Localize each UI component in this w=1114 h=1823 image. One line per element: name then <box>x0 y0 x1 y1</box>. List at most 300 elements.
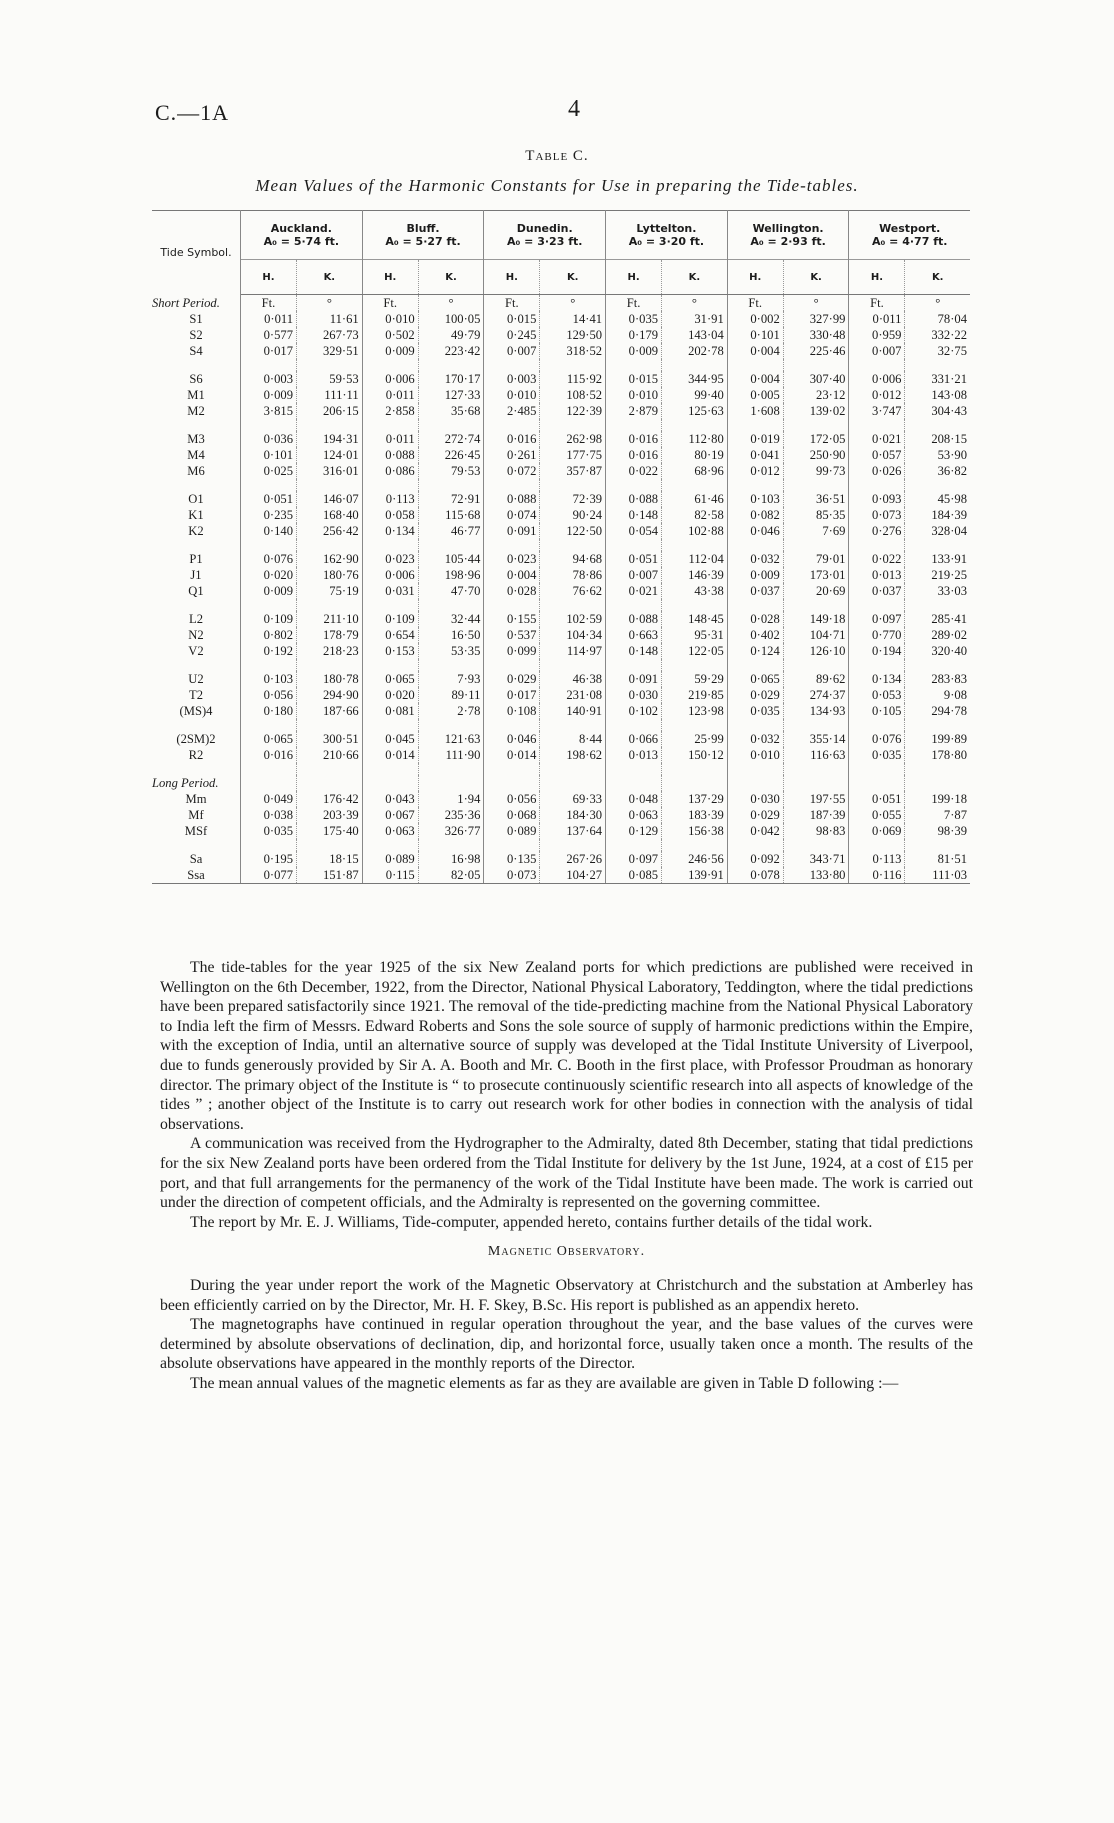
h-value: 0·005 <box>727 387 783 403</box>
h-value: 0·011 <box>362 431 418 447</box>
h-value: 0·073 <box>484 867 540 884</box>
h-value: 0·245 <box>484 327 540 343</box>
tide-symbol: Mm <box>152 791 241 807</box>
h-value: 0·077 <box>241 867 297 884</box>
table-row <box>152 671 970 687</box>
tide-symbol: N2 <box>152 627 241 643</box>
tide-symbol: K2 <box>152 523 241 539</box>
tide-symbol: M6 <box>152 463 241 479</box>
h-value: 0·011 <box>849 311 905 327</box>
k-value: 139·91 <box>662 867 728 884</box>
document-code: C.—1A <box>155 100 230 125</box>
h-value: 0·063 <box>362 823 418 839</box>
k-value: 300·51 <box>297 731 363 747</box>
row-spacer <box>152 839 970 851</box>
k-value: 123·98 <box>662 703 728 719</box>
h-value: 0·009 <box>241 583 297 599</box>
k-value: 72·39 <box>540 491 606 507</box>
table-row <box>152 823 970 839</box>
k-value: 149·18 <box>783 611 849 627</box>
k-value: 318·52 <box>540 343 606 359</box>
h-value: 0·066 <box>606 731 662 747</box>
h-value: 0·046 <box>727 523 783 539</box>
paragraph-table-d: The mean annual values of the magnetic elements as far as they are available are given in Table D following :— <box>190 1374 899 1392</box>
empty-cell <box>905 775 970 791</box>
h-value: 0·056 <box>484 791 540 807</box>
k-value: 199·89 <box>931 732 967 746</box>
h-value: 0·012 <box>849 387 905 403</box>
unit-feet: Ft. <box>362 295 418 312</box>
h-value: 0·017 <box>484 687 540 703</box>
h-value: 0·049 <box>241 791 297 807</box>
h-value: 0·180 <box>241 703 297 719</box>
k-value: 112·04 <box>662 551 728 567</box>
h-value: 0·108 <box>484 703 540 719</box>
k-value: 326·77 <box>418 823 484 839</box>
h-value: 0·016 <box>606 447 662 463</box>
k-value: 184·30 <box>540 807 606 823</box>
table-row <box>152 791 970 807</box>
k-value: 143·04 <box>662 327 728 343</box>
empty-cell <box>727 775 783 791</box>
table-body <box>152 295 970 884</box>
k-column-header: K. <box>418 260 484 295</box>
h-column-header: H. <box>727 260 783 295</box>
h-value: 0·037 <box>727 583 783 599</box>
k-value: 285·41 <box>931 612 967 626</box>
h-value: 0·109 <box>362 611 418 627</box>
k-value: 223·42 <box>418 343 484 359</box>
k-value: 250·90 <box>783 447 849 463</box>
table-row <box>152 507 970 523</box>
k-value: 82·58 <box>662 507 728 523</box>
table-row <box>152 611 970 627</box>
h-value: 0·002 <box>727 311 783 327</box>
k-value: 36·82 <box>937 464 967 478</box>
k-value: 124·01 <box>297 447 363 463</box>
k-value: 183·39 <box>662 807 728 823</box>
h-value: 0·022 <box>849 551 905 567</box>
k-value: 187·39 <box>783 807 849 823</box>
k-value: 272·74 <box>418 431 484 447</box>
k-column-header: K. <box>662 260 728 295</box>
k-value: 355·14 <box>783 731 849 747</box>
h-value: 0·051 <box>606 551 662 567</box>
empty-cell <box>849 775 905 791</box>
k-value: 18·15 <box>297 851 363 867</box>
h-value: 0·577 <box>241 327 297 343</box>
empty-cell <box>540 775 606 791</box>
k-value: 150·12 <box>662 747 728 763</box>
table-row <box>152 343 970 359</box>
h-value: 0·115 <box>362 867 418 884</box>
tide-symbol: J1 <box>152 567 241 583</box>
k-value: 198·62 <box>540 747 606 763</box>
h-column-header: H. <box>484 260 540 295</box>
k-value: 122·05 <box>662 643 728 659</box>
k-value: 151·87 <box>297 867 363 884</box>
h-value: 0·081 <box>362 703 418 719</box>
k-value: 76·62 <box>540 583 606 599</box>
h-value: 0·004 <box>484 567 540 583</box>
h-value: 0·654 <box>362 627 418 643</box>
h-value: 0·065 <box>727 671 783 687</box>
h-value: 0·065 <box>362 671 418 687</box>
table-title: Table C. <box>525 148 589 164</box>
unit-feet: Ft. <box>849 295 905 312</box>
h-value: 0·276 <box>849 523 905 539</box>
h-value: 0·003 <box>241 371 297 387</box>
h-value: 0·032 <box>727 731 783 747</box>
h-value: 0·015 <box>606 371 662 387</box>
h-value: 0·135 <box>484 851 540 867</box>
k-value: 95·31 <box>662 627 728 643</box>
k-value: 225·46 <box>783 343 849 359</box>
k-value: 231·08 <box>540 687 606 703</box>
h-value: 0·261 <box>484 447 540 463</box>
k-value: 173·01 <box>783 567 849 583</box>
k-value: 111·11 <box>297 387 363 403</box>
k-value: 331·21 <box>931 372 967 386</box>
k-value: 122·50 <box>540 523 606 539</box>
h-value: 0·014 <box>484 747 540 763</box>
k-value: 289·02 <box>931 628 967 642</box>
k-value: 148·45 <box>662 611 728 627</box>
h-value: 0·029 <box>484 671 540 687</box>
h-value: 0·009 <box>241 387 297 403</box>
h-value: 0·022 <box>606 463 662 479</box>
h-value: 0·140 <box>241 523 297 539</box>
port-header-dunedin: Dunedin. A₀ = 3·23 ft. <box>484 211 606 260</box>
h-value: 0·026 <box>849 463 905 479</box>
port-header-lyttelton: Lyttelton. A₀ = 3·20 ft. <box>606 211 728 260</box>
table-row <box>152 311 970 327</box>
k-value: 146·39 <box>662 567 728 583</box>
k-value: 180·78 <box>297 671 363 687</box>
h-value: 0·091 <box>484 523 540 539</box>
k-value: 211·10 <box>297 611 363 627</box>
k-value: 100·05 <box>418 311 484 327</box>
h-value: 0·036 <box>241 431 297 447</box>
h-value: 0·109 <box>241 611 297 627</box>
k-value: 203·39 <box>297 807 363 823</box>
h-value: 0·037 <box>849 583 905 599</box>
h-value: 0·007 <box>606 567 662 583</box>
k-value: 85·35 <box>783 507 849 523</box>
k-value: 9·08 <box>943 688 967 702</box>
k-value: 199·18 <box>931 792 967 806</box>
table-row <box>152 447 970 463</box>
h-value: 0·016 <box>484 431 540 447</box>
k-value: 59·29 <box>662 671 728 687</box>
k-value: 79·01 <box>783 551 849 567</box>
k-value: 36·51 <box>783 491 849 507</box>
h-value: 0·025 <box>241 463 297 479</box>
k-value: 202·78 <box>662 343 728 359</box>
h-value: 0·035 <box>849 747 905 763</box>
h-value: 0·502 <box>362 327 418 343</box>
h-value: 0·067 <box>362 807 418 823</box>
k-value: 7·87 <box>943 808 967 822</box>
k-value: 53·35 <box>418 643 484 659</box>
row-spacer <box>152 539 970 551</box>
row-spacer <box>152 599 970 611</box>
h-value: 0·069 <box>849 823 905 839</box>
table-row <box>152 387 970 403</box>
h-value: 0·097 <box>606 851 662 867</box>
h-value: 2·879 <box>606 403 662 419</box>
k-value: 111·90 <box>418 747 484 763</box>
k-value: 104·71 <box>783 627 849 643</box>
tide-symbol: Ssa <box>152 867 241 884</box>
table-row <box>152 703 970 719</box>
k-value: 43·38 <box>662 583 728 599</box>
port-header-westport: Westport. A₀ = 4·77 ft. <box>849 211 970 260</box>
tide-symbol: Sa <box>152 851 241 867</box>
k-value: 198·96 <box>418 567 484 583</box>
h-value: 0·013 <box>849 567 905 583</box>
k-value: 129·50 <box>540 327 606 343</box>
k-value: 45·98 <box>937 492 967 506</box>
h-value: 0·007 <box>849 343 905 359</box>
h-value: 0·068 <box>484 807 540 823</box>
k-value: 267·73 <box>297 327 363 343</box>
k-value: 304·43 <box>931 404 967 418</box>
k-value: 274·37 <box>783 687 849 703</box>
k-value: 111·03 <box>905 867 970 884</box>
unit-degrees: ° <box>540 295 606 312</box>
h-value: 0·148 <box>606 643 662 659</box>
empty-cell <box>783 775 849 791</box>
table-row <box>152 431 970 447</box>
h-value: 0·091 <box>606 671 662 687</box>
k-value: 125·63 <box>662 403 728 419</box>
tide-symbol: M2 <box>152 403 241 419</box>
k-value: 78·86 <box>540 567 606 583</box>
tide-symbol: S6 <box>152 371 241 387</box>
h-value: 0·035 <box>241 823 297 839</box>
tide-symbol: Mf <box>152 807 241 823</box>
unit-degrees: ° <box>297 295 363 312</box>
k-value: 197·55 <box>783 791 849 807</box>
k-value: 82·05 <box>418 867 484 884</box>
h-value: 0·073 <box>849 507 905 523</box>
k-value: 16·50 <box>418 627 484 643</box>
paragraph-tide-tables: The tide-tables for the year 1925 of the six New Zealand ports for which predictions are published were received in Wellington on the 6th December, 1922, from the Director, National Physical Laboratory, Teddington, where the tidal predictions have been prepared satisfactorily since 1921. The removal of the tide-predicting machine from the National Physical Laboratory to India left the firm of Messrs. Edward Roberts and Sons the sole source of supply of harmonic predictions within the Empire, with the exception of India, until an alternative source of supply was developed at the Tidal Institute University of Liverpool, due to funds generously provided by Sir A. A. Booth and Mr. C. Booth in the first place, with Professor Proudman as honorary director. The primary object of the Institute is “ to prosecute continuously scientific research into all aspects of knowledge of the tides ” ; another object of the Institute is to carry out research work for other bodies in connection with the analysis of tidal observations. <box>160 959 973 1133</box>
table-row <box>152 867 970 884</box>
h-value: 1·608 <box>727 403 783 419</box>
tide-symbol: MSf <box>152 823 241 839</box>
k-value: 328·04 <box>931 524 967 538</box>
k-value: 137·29 <box>662 791 728 807</box>
row-spacer <box>152 419 970 431</box>
port-header-auckland: Auckland. A₀ = 5·74 ft. <box>241 211 363 260</box>
h-value: 0·053 <box>849 687 905 703</box>
h-value: 0·030 <box>606 687 662 703</box>
k-value: 210·66 <box>297 747 363 763</box>
h-value: 0·959 <box>849 327 905 343</box>
h-value: 0·113 <box>849 851 905 867</box>
tide-symbol: S4 <box>152 343 241 359</box>
row-spacer <box>152 359 970 371</box>
k-value: 81·51 <box>937 852 967 866</box>
h-value: 0·194 <box>849 643 905 659</box>
h-value: 0·019 <box>727 431 783 447</box>
tide-symbol: (2SM)2 <box>152 731 241 747</box>
h-column-header: H. <box>606 260 662 295</box>
k-value: 137·64 <box>540 823 606 839</box>
h-value: 0·056 <box>241 687 297 703</box>
k-value: 112·80 <box>662 431 728 447</box>
h-value: 0·016 <box>241 747 297 763</box>
k-value: 89·11 <box>418 687 484 703</box>
k-value: 208·15 <box>931 432 967 446</box>
table-row <box>152 687 970 703</box>
h-value: 0·770 <box>849 627 905 643</box>
h-value: 0·043 <box>362 791 418 807</box>
k-value: 294·78 <box>931 704 967 718</box>
port-header-bluff: Bluff. A₀ = 5·27 ft. <box>362 211 484 260</box>
table-row <box>152 567 970 583</box>
h-value: 0·009 <box>606 343 662 359</box>
h-value: 0·235 <box>241 507 297 523</box>
h-value: 0·088 <box>484 491 540 507</box>
h-value: 0·010 <box>727 747 783 763</box>
h-value: 0·088 <box>606 611 662 627</box>
k-value: 99·40 <box>662 387 728 403</box>
h-value: 0·089 <box>484 823 540 839</box>
h-value: 0·013 <box>606 747 662 763</box>
h-value: 0·020 <box>241 567 297 583</box>
h-column-header: H. <box>241 260 297 295</box>
empty-cell <box>418 775 484 791</box>
h-value: 0·092 <box>727 851 783 867</box>
h-value: 0·023 <box>484 551 540 567</box>
k-value: 35·68 <box>418 403 484 419</box>
h-value: 0·023 <box>362 551 418 567</box>
h-value: 0·101 <box>241 447 297 463</box>
k-value: 184·39 <box>931 508 967 522</box>
k-value: 46·77 <box>418 523 484 539</box>
h-value: 0·089 <box>362 851 418 867</box>
harmonic-constants-table <box>152 210 970 884</box>
k-value: 33·03 <box>937 584 967 598</box>
k-value: 320·40 <box>931 644 967 658</box>
h-value: 0·014 <box>362 747 418 763</box>
unit-feet: Ft. <box>484 295 540 312</box>
empty-cell <box>662 775 728 791</box>
k-value: 329·51 <box>297 343 363 359</box>
h-value: 0·051 <box>849 791 905 807</box>
k-value: 133·80 <box>783 867 849 884</box>
h-value: 0·103 <box>241 671 297 687</box>
table-row <box>152 371 970 387</box>
k-value: 94·68 <box>540 551 606 567</box>
h-value: 0·076 <box>241 551 297 567</box>
port-header-wellington: Wellington. A₀ = 2·93 ft. <box>727 211 849 260</box>
h-value: 0·105 <box>849 703 905 719</box>
h-value: 0·011 <box>362 387 418 403</box>
h-value: 0·006 <box>362 567 418 583</box>
h-value: 0·093 <box>849 491 905 507</box>
h-value: 0·078 <box>727 867 783 884</box>
k-value: 219·25 <box>931 568 967 582</box>
h-value: 0·086 <box>362 463 418 479</box>
k-value: 46·38 <box>540 671 606 687</box>
tide-symbol: R2 <box>152 747 241 763</box>
k-value: 218·23 <box>297 643 363 659</box>
table-row <box>152 627 970 643</box>
h-value: 0·048 <box>606 791 662 807</box>
k-value: 178·79 <box>297 627 363 643</box>
unit-feet: Ft. <box>727 295 783 312</box>
k-value: 219·85 <box>662 687 728 703</box>
tide-symbol: S2 <box>152 327 241 343</box>
table-row <box>152 327 970 343</box>
k-value: 69·33 <box>540 791 606 807</box>
page-number: 4 <box>568 96 580 122</box>
h-value: 0·004 <box>727 371 783 387</box>
k-value: 178·80 <box>931 748 967 762</box>
h-value: 0·802 <box>241 627 297 643</box>
h-value: 0·032 <box>727 551 783 567</box>
h-value: 0·003 <box>484 371 540 387</box>
k-value: 102·88 <box>662 523 728 539</box>
h-value: 0·028 <box>484 583 540 599</box>
k-value: 20·69 <box>783 583 849 599</box>
k-value: 206·15 <box>297 403 363 419</box>
k-value: 104·27 <box>540 867 606 884</box>
k-value: 104·34 <box>540 627 606 643</box>
k-value: 105·44 <box>418 551 484 567</box>
h-value: 0·058 <box>362 507 418 523</box>
h-value: 0·074 <box>484 507 540 523</box>
row-spacer <box>152 719 970 731</box>
h-value: 0·155 <box>484 611 540 627</box>
h-value: 0·016 <box>606 431 662 447</box>
k-value: 176·42 <box>297 791 363 807</box>
tide-symbol: V2 <box>152 643 241 659</box>
k-value: 2·78 <box>418 703 484 719</box>
k-value: 47·70 <box>418 583 484 599</box>
k-value: 140·91 <box>540 703 606 719</box>
h-value: 0·179 <box>606 327 662 343</box>
k-value: 99·73 <box>783 463 849 479</box>
k-value: 180·76 <box>297 567 363 583</box>
k-value: 68·96 <box>662 463 728 479</box>
h-value: 0·010 <box>484 387 540 403</box>
k-value: 23·12 <box>783 387 849 403</box>
table-row <box>152 463 970 479</box>
tide-symbol: L2 <box>152 611 241 627</box>
h-value: 0·010 <box>606 387 662 403</box>
paragraph-admiralty: A communication was received from the Hydrographer to the Admiralty, dated 8th December, stating that tidal predictions for the six New Zealand ports have been ordered from the Tidal Institute for delivery by the 1st June, 1924, at a cost of £15 per port, and that full arrangements for the permanency of the work of the Tidal Institute have been made. The work is carried out under the direction of competent officials, and the Admiralty is represented on the governing committee. <box>160 1135 973 1212</box>
k-value: 194·31 <box>297 431 363 447</box>
h-value: 0·029 <box>727 807 783 823</box>
k-value: 115·68 <box>418 507 484 523</box>
table-row <box>152 523 970 539</box>
k-value: 327·99 <box>783 311 849 327</box>
k-value: 162·90 <box>297 551 363 567</box>
h-value: 0·030 <box>727 791 783 807</box>
k-value: 49·79 <box>418 327 484 343</box>
tide-symbol: U2 <box>152 671 241 687</box>
section-heading-magnetic-observatory: Magnetic Observatory. <box>487 1244 646 1260</box>
tide-symbol: P1 <box>152 551 241 567</box>
h-value: 0·663 <box>606 627 662 643</box>
k-value: 121·63 <box>418 731 484 747</box>
h-value: 3·815 <box>241 403 297 419</box>
